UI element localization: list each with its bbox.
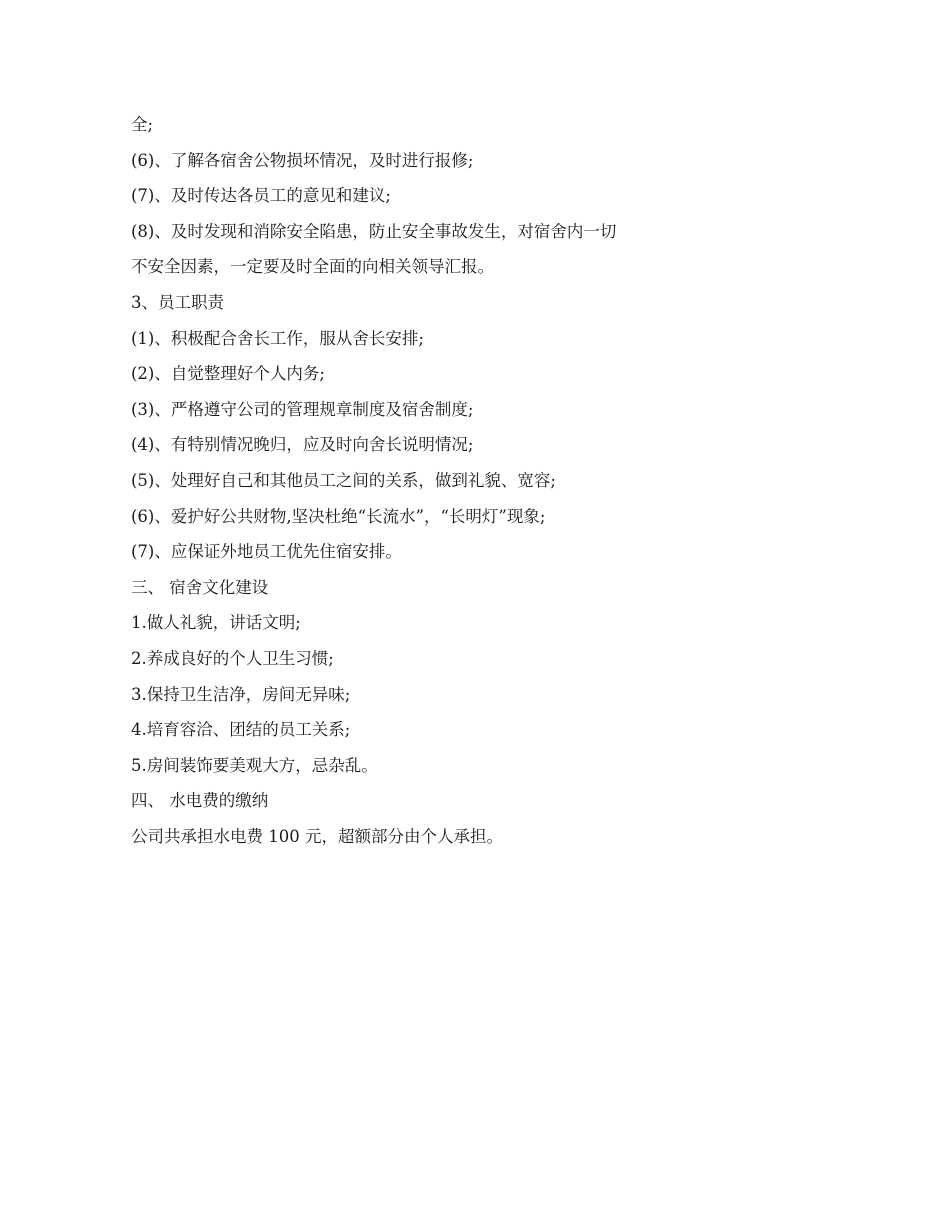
section-heading-employee-duties: 3、员工职责 [131, 292, 224, 312]
employee-duty-item-6: (6)、爱护好公共财物,坚决杜绝“长流水”，“长明灯”现象; [131, 506, 546, 526]
culture-item-3: 3.保持卫生洁净，房间无异味; [131, 684, 351, 704]
employee-duty-item-2: (2)、自觉整理好个人内务; [131, 364, 325, 384]
section-heading-dorm-culture: 三、 宿舍文化建设 [131, 577, 269, 597]
duty-item-6: (6)、了解各宿舍公物损坏情况，及时进行报修; [131, 150, 474, 170]
culture-item-1: 1.做人礼貌，讲话文明; [131, 613, 301, 633]
employee-duty-item-3: (3)、严格遵守公司的管理规章制度及宿舍制度; [131, 399, 474, 419]
employee-duty-item-5: (5)、处理好自己和其他员工之间的关系，做到礼貌、宽容; [131, 470, 556, 490]
utility-fee-paragraph: 公司共承担水电费 100 元，超额部分由个人承担。 [131, 826, 503, 846]
employee-duty-item-1: (1)、积极配合舍长工作，服从舍长安排; [131, 328, 424, 348]
culture-item-4: 4.培育容洽、团结的员工关系; [131, 720, 351, 740]
duty-item-7: (7)、及时传达各员工的意见和建议; [131, 186, 391, 206]
employee-duty-item-7: (7)、应保证外地员工优先住宿安排。 [131, 542, 402, 562]
culture-item-2: 2.养成良好的个人卫生习惯; [131, 648, 334, 668]
duty-item-8: (8)、及时发现和消除安全陷患，防止安全事故发生，对宿舍内一切 [131, 221, 617, 241]
section-heading-utility-fees: 四、 水电费的缴纳 [131, 791, 269, 811]
document-body [131, 107, 691, 854]
employee-duty-item-4: (4)、有特别情况晚归，应及时向舍长说明情况; [131, 435, 474, 455]
text-line-continuation: 全; [131, 115, 154, 134]
duty-item-8-continuation: 不安全因素，一定要及时全面的向相关领导汇报。 [131, 257, 494, 277]
culture-item-5: 5.房间装饰要美观大方，忌杂乱。 [131, 755, 378, 775]
